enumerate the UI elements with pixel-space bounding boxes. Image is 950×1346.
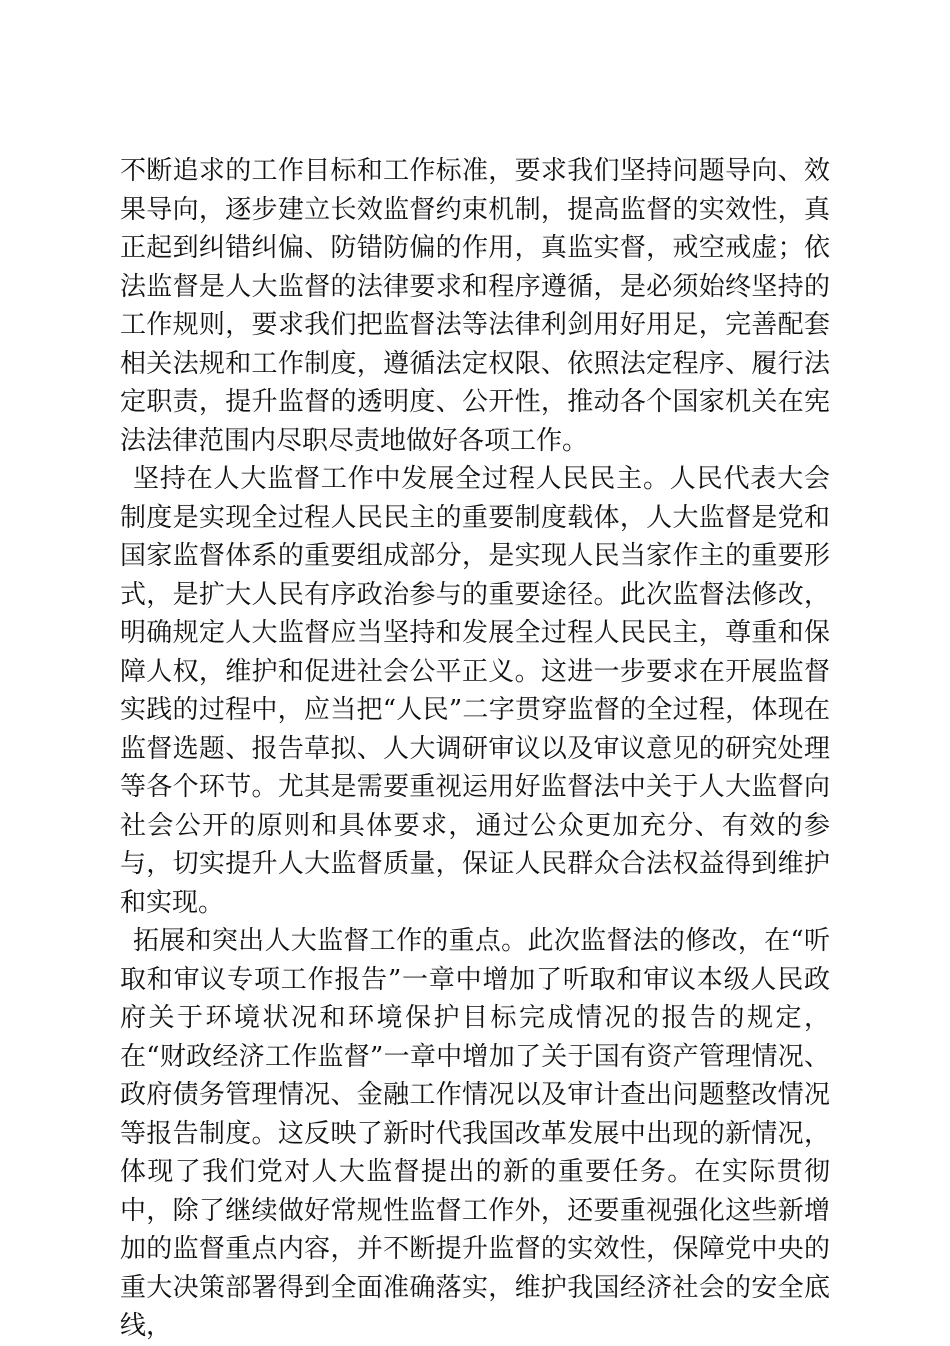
paragraph-whole-process-democracy: 坚持在人大监督工作中发展全过程人民民主。人民代表大会制度是实现全过程人民民主的重要制度载体，人大监督是党和国家监督体系的重要组成部分，是实现人民当家作主的重要形式，是扩大人民有序政治参与的重要途径。此次监督法修改，明确规定人大监督应当坚持和发展全过程人民民主，尊重和保障人权，维护和促进社会公平正义。这进一步要求在开展监督实践的过程中，应当把“人民”二字贯穿监督的全过程，体现在监督选题、报告草拟、人大调研审议以及审议意见的研究处理等各个环节。尤其是需要重视运用好监督法中关于人大监督向社会公开的原则和具体要求，通过公众更加充分、有效的参与，切实提升人大监督质量，保证人民群众合法权益得到维护和实现。: [120, 464, 830, 918]
document-body: [120, 152, 830, 1346]
paragraph-supervision-principles: 不断追求的工作目标和工作标准，要求我们坚持问题导向、效果导向，逐步建立长效监督约束机制，提高监督的实效性，真正起到纠错纠偏、防错防偏的作用，真监实督，戒空戒虚；依法监督是人大监督的法律要求和程序遵循，是必须始终坚持的工作规则，要求我们把监督法等法律利剑用好用足，完善配套相关法规和工作制度，遵循法定权限、依照法定程序、履行法定职责，提升监督的透明度、公开性，推动各个国家机关在宪法法律范围内尽职尽责地做好各项工作。: [120, 156, 830, 456]
paragraph-supervision-priorities: 拓展和突出人大监督工作的重点。此次监督法的修改，在“听取和审议专项工作报告”一章中增加了听取和审议本级人民政府关于环境状况和环境保护目标完成情况的报告的规定，在“财政经济工作监督”一章中增加了关于国有资产管理情况、政府债务管理情况、金融工作情况以及审计查出问题整改情况等报告制度。这反映了新时代我国改革发展中出现的新情况，体现了我们党对人大监督提出的新的重要任务。在实际贯彻中，除了继续做好常规性监督工作外，还要重视强化这些新增加的监督重点内容，并不断提升监督的实效性，保障党中央的重大决策部署得到全面准确落实，维护我国经济社会的安全底线，: [120, 926, 830, 1341]
